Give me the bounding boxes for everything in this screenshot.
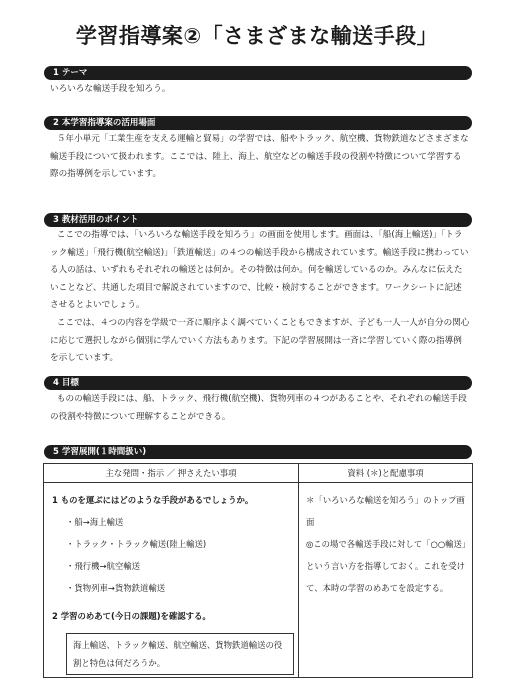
section-heading-theme: 1 テーマ bbox=[44, 66, 472, 80]
list-item: ・トラック・トラック輸送(陸上輸送) bbox=[66, 539, 207, 549]
points-para1: ここでの指導では、「いろいろな輸送手段を知ろう」の画面を使用します。画面は、「船(海上輸送)」「トラック輸送」「飛行機(航空輸送)」「鉄道輸送」の４つの輸送手段から構成されています。輸送手段に携わっている人の話は、いずれもそれぞれの輸送とは何か。その特徴は何か。何を輸送しているのか。みんなに伝えたいことなど、共通した項目で解説されていますので、比較・検討することができます。ワークシートに記述させるとよいでしょう。 bbox=[50, 230, 469, 311]
column-header-materials: 資料 (＊)と配慮事項 bbox=[347, 468, 424, 478]
list-item: ・船→海上輸送 bbox=[66, 517, 124, 527]
theme-text: いろいろな輸送手段を知ろう。 bbox=[50, 84, 171, 94]
materials-cell bbox=[306, 489, 468, 599]
goal-text: ものの輸送手段には、船、トラック、飛行機(航空機)、貨物列車の４つがあることや、それぞれの輸送手段の役割や特徴について理解することができる。 bbox=[50, 394, 467, 422]
goal-body bbox=[50, 391, 470, 426]
question-1: 1 ものを運ぶにはどのような手段があるでしょうか。 bbox=[52, 495, 254, 505]
list-item: ・貨物列車→貨物鉄道輸送 bbox=[66, 583, 166, 593]
points-para2: ここでは、４つの内容を学級で一斉に順序よく調べていくこともできますが、子ども一人一人が自分の関心に応じて選択しながら個別に学んでいく方法もあります。下記の学習展開は一斉に学習していく際の指導例を示しています。 bbox=[50, 317, 470, 364]
questions-cell bbox=[52, 489, 292, 675]
section-heading-utilization: 2 本学習指導案の活用場面 bbox=[44, 116, 472, 130]
section-heading-goal: 4 目標 bbox=[44, 376, 472, 390]
points-body bbox=[50, 227, 470, 368]
utilization-text: ５年小単元「工業生産を支える運輸と貿易」の学習では、船やトラック、航空機、貨物鉄道などさまざまな輸送手段について扱われます。ここでは、陸上、海上、航空などの輸送手段の役割や特徴について学習する際の指導例を示しています。 bbox=[50, 134, 469, 180]
section-heading-development: 5 学習展開(１時間扱い) bbox=[44, 445, 472, 459]
page-title: 学習指導案②「さまざまな輸送手段」 bbox=[75, 24, 439, 48]
utilization-body bbox=[50, 131, 470, 184]
lesson-plan-table bbox=[43, 463, 473, 678]
column-divider bbox=[298, 464, 299, 677]
column-header-questions: 主な発問・指示 ／ 押さえたい事項 bbox=[105, 468, 237, 478]
material-note: ＊「いろいろな輸送を知ろう」のトップ画面 bbox=[306, 495, 465, 527]
section-heading-points: 3 教材活用のポイント bbox=[44, 213, 472, 227]
question-2: 2 学習のめあて(今日の課題)を確認する。 bbox=[52, 611, 211, 621]
theme-body bbox=[50, 81, 470, 99]
guidance-note: ◎この場で各輸送手段に対して「○○輸送」という言い方を指導しておく。これを受けて、本時の学習のめあてを設定する。 bbox=[306, 539, 467, 593]
list-item: ・飛行機→航空輸送 bbox=[66, 561, 141, 571]
table-header bbox=[44, 464, 472, 483]
goal-box: 海上輸送、トラック輸送、航空輸送、貨物鉄道輸送の役割と特色は何だろうか。 bbox=[66, 633, 294, 675]
